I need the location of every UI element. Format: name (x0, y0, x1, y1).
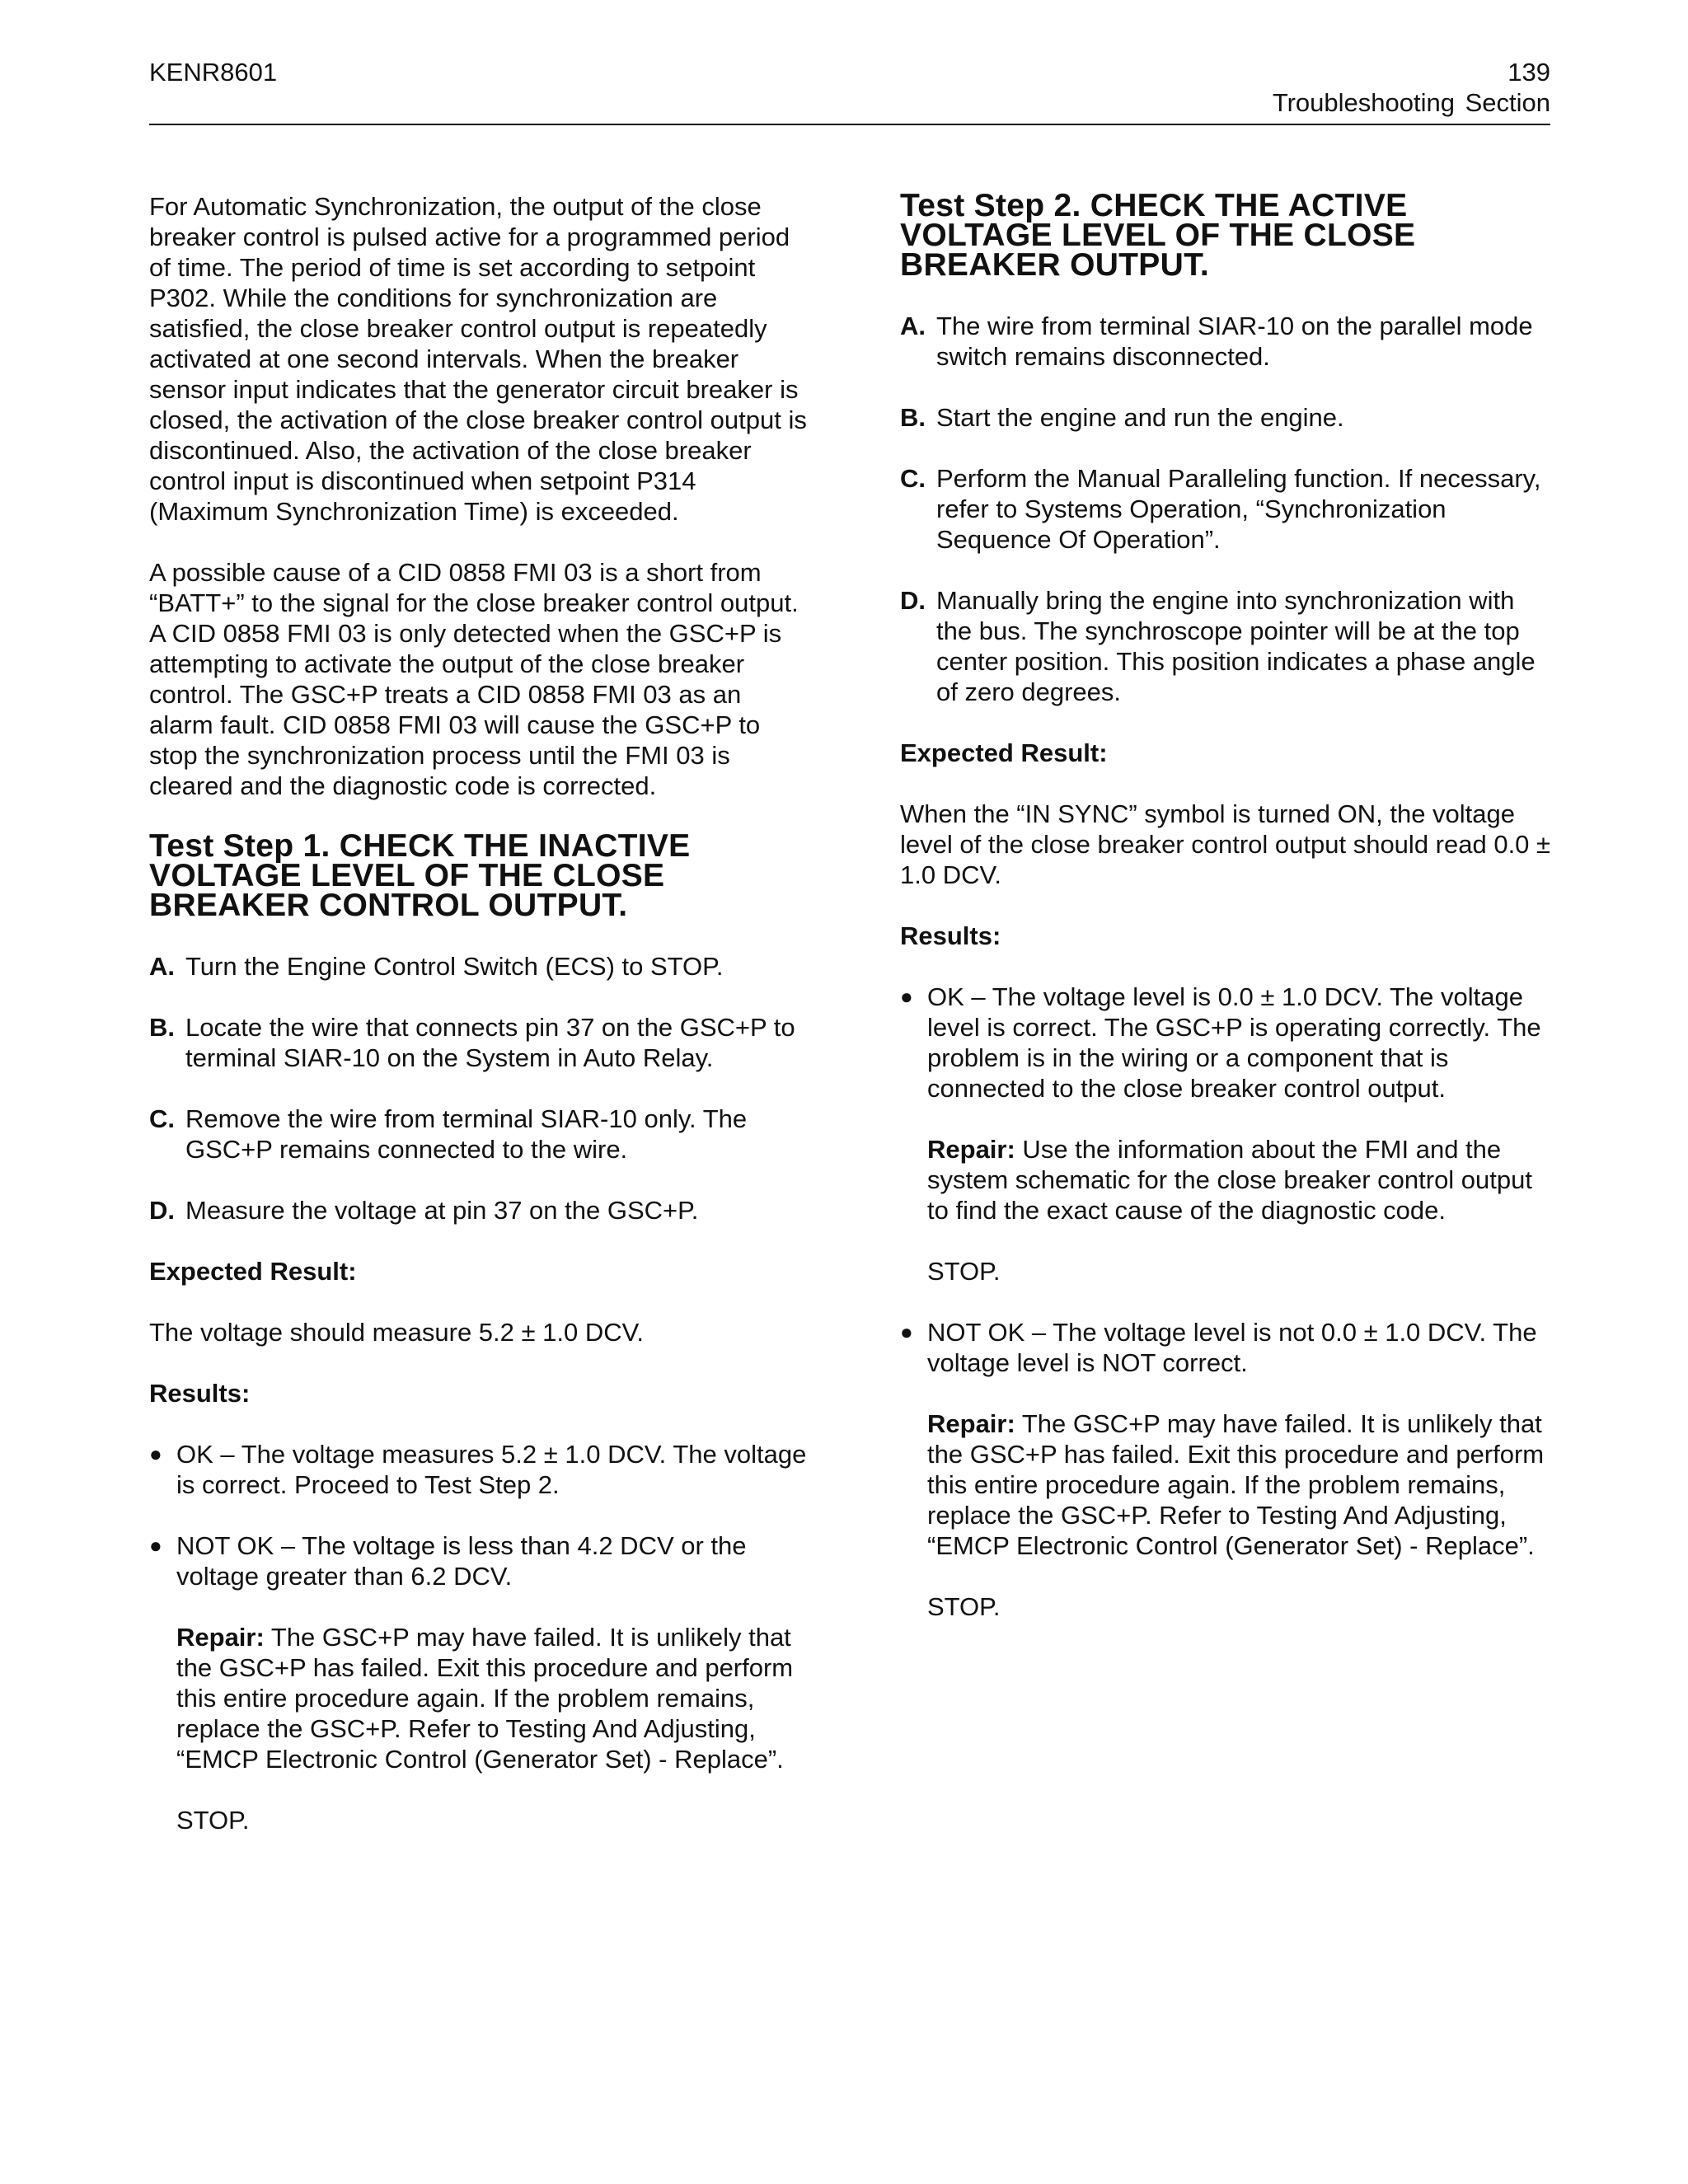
step-text: Locate the wire that connects pin 37 on the GSC+P to terminal SIAR-10 on the System in Auto Relay. (185, 1013, 795, 1072)
results-list (149, 1439, 809, 1835)
repair-text: The GSC+P may have failed. It is unlikely that the GSC+P has failed. Exit this procedure and perform this entire procedure again. If the problem remains, replace the GSC+P. Refer to Testing And Adjusting, “EMCP Electronic Control (Generator Set) - Replace”. (927, 1409, 1545, 1560)
stop-text: STOP. (176, 1806, 250, 1835)
result-ok (149, 1439, 809, 1500)
step1-item-d (149, 1195, 809, 1226)
page-number: 139 (1507, 58, 1550, 87)
step-letter: B. (900, 403, 926, 432)
repair-label: Repair: (927, 1135, 1015, 1164)
bullet-icon: ● (900, 1319, 913, 1344)
step-letter: C. (149, 1104, 175, 1133)
step-letter: D. (149, 1196, 175, 1225)
step2-item-d (900, 585, 1551, 707)
step-letter: A. (900, 312, 926, 340)
step1-item-b (149, 1012, 809, 1073)
result-not-ok (149, 1530, 809, 1835)
stop-text: STOP. (927, 1592, 1001, 1621)
intro-paragraph-1: For Automatic Synchronization, the output of the close breaker control is pulsed active for a programmed period of time. The period of time is set according to setpoint P302. While the conditions for synchronization are satisfied, the close breaker control output is repeatedly activated at one second intervals. When the breaker sensor input indicates that the generator circuit breaker is closed, the activation of the close breaker control output is discontinued. Also, the activation of the close breaker control input is discontinued when setpoint P314 (Maximum Synchronization Time) is exceeded. (149, 192, 807, 526)
results-label: Results: (900, 921, 1001, 950)
result-ok-text: OK – The voltage level is 0.0 ± 1.0 DCV. The voltage level is correct. The GSC+P is operating correctly. The problem is in the wiring or a component that is connected to the close breaker control output. (927, 982, 1541, 1103)
bullet-icon: ● (900, 984, 913, 1009)
left-column (149, 191, 809, 1866)
stop-text: STOP. (927, 1257, 1001, 1286)
step-letter: A. (149, 952, 175, 981)
step-letter: C. (900, 464, 926, 493)
results-label: Results: (149, 1379, 251, 1408)
step1-heading: Test Step 1. CHECK THE INACTIVE VOLTAGE LEVEL OF THE CLOSE BREAKER CONTROL OUTPUT. (149, 828, 691, 923)
expected-result-text: When the “IN SYNC” symbol is turned ON, the voltage level of the close breaker control output should read 0.0 ± 1.0 DCV. (900, 799, 1551, 889)
expected-result-text: The voltage should measure 5.2 ± 1.0 DCV. (149, 1318, 645, 1347)
bullet-icon: ● (149, 1441, 162, 1466)
section-title: Troubleshooting Section (1272, 88, 1550, 117)
bullet-icon: ● (149, 1533, 162, 1558)
repair-paragraph (927, 1408, 1551, 1561)
step-text: Remove the wire from terminal SIAR-10 only. The GSC+P remains connected to the wire. (185, 1104, 748, 1164)
step2-item-b (900, 402, 1551, 433)
step-text: The wire from terminal SIAR-10 on the parallel mode switch remains disconnected. (936, 312, 1533, 371)
step1-item-a (149, 951, 809, 982)
intro-paragraph-2: A possible cause of a CID 0858 FMI 03 is a short from “BATT+” to the signal for the close breaker control output. A CID 0858 FMI 03 is only detected when the GSC+P is attempting to activate the output of the close breaker control. The GSC+P treats a CID 0858 FMI 03 as an alarm fault. CID 0858 FMI 03 will cause the GSC+P to stop the synchronization process until the FMI 03 is cleared and the diagnostic code is corrected. (149, 558, 799, 800)
step-text: Manually bring the engine into synchronization with the bus. The synchroscope pointer will be at the top center position. This position indicates a phase angle of zero degrees. (936, 586, 1536, 706)
step-letter: D. (900, 586, 926, 615)
step-letter: B. (149, 1013, 175, 1042)
result-not-ok (900, 1317, 1551, 1622)
repair-text: Use the information about the FMI and the system schematic for the close breaker control output to find the exact cause of the diagnostic code. (927, 1135, 1532, 1225)
step2-item-c (900, 463, 1551, 555)
step2-heading: Test Step 2. CHECK THE ACTIVE VOLTAGE LEVEL OF THE CLOSE BREAKER OUTPUT. (900, 188, 1416, 283)
right-column (900, 188, 1551, 1652)
page-header (149, 53, 1550, 125)
result-ok-text: OK – The voltage measures 5.2 ± 1.0 DCV. The voltage is correct. Proceed to Test Step 2. (176, 1440, 807, 1499)
step-text: Start the engine and run the engine. (936, 403, 1344, 432)
step-text: Measure the voltage at pin 37 on the GSC+P. (185, 1196, 699, 1225)
repair-label: Repair: (176, 1623, 265, 1652)
step-text: Perform the Manual Paralleling function. If necessary, refer to Systems Operation, “Synchronization Sequence Of Operation”. (936, 464, 1541, 554)
repair-paragraph (927, 1134, 1551, 1226)
repair-label: Repair: (927, 1409, 1015, 1438)
repair-text: The GSC+P may have failed. It is unlikely that the GSC+P has failed. Exit this procedure and perform this entire procedure again. If the problem remains, replace the GSC+P. Refer to Testing And Adjusting, “EMCP Electronic Control (Generator Set) - Replace”. (176, 1623, 794, 1774)
step-text: Turn the Engine Control Switch (ECS) to STOP. (185, 952, 724, 981)
step2-item-a (900, 311, 1551, 372)
results-list (900, 982, 1551, 1622)
step1-item-c (149, 1104, 809, 1165)
expected-result-label: Expected Result: (149, 1257, 357, 1286)
repair-paragraph (176, 1622, 809, 1774)
result-not-ok-text: NOT OK – The voltage is less than 4.2 DCV or the voltage greater than 6.2 DCV. (176, 1531, 747, 1591)
expected-result-label: Expected Result: (900, 738, 1108, 767)
document-id: KENR8601 (149, 58, 278, 87)
result-ok (900, 982, 1551, 1286)
result-not-ok-text: NOT OK – The voltage level is not 0.0 ± 1.0 DCV. The voltage level is NOT correct. (927, 1318, 1537, 1377)
